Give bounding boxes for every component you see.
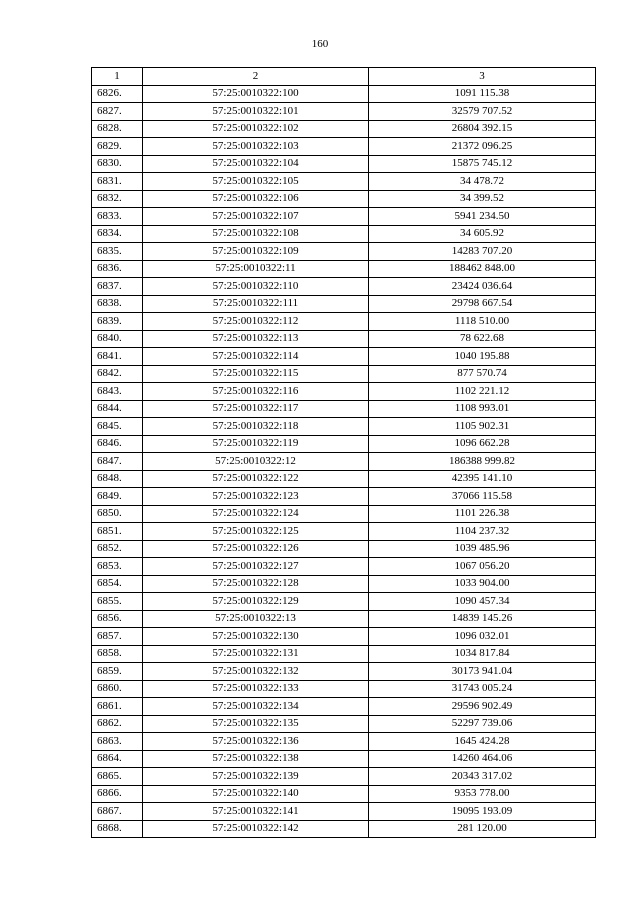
cadastral-number-cell: 57:25:0010322:100 (143, 85, 369, 103)
table-row (92, 645, 596, 663)
value-cell: 42395 141.10 (369, 470, 596, 488)
value-cell: 29596 902.49 (369, 698, 596, 716)
table-row (92, 470, 596, 488)
table-row (92, 190, 596, 208)
table-row (92, 733, 596, 751)
row-number-cell: 6828. (92, 120, 143, 138)
value-cell: 1104 237.32 (369, 523, 596, 541)
value-cell: 34 399.52 (369, 190, 596, 208)
value-cell: 19095 193.09 (369, 803, 596, 821)
cadastral-number-cell: 57:25:0010322:110 (143, 278, 369, 296)
row-number-cell: 6866. (92, 785, 143, 803)
value-cell: 1096 032.01 (369, 628, 596, 646)
cadastral-number-cell: 57:25:0010322:124 (143, 505, 369, 523)
value-cell: 281 120.00 (369, 820, 596, 838)
value-cell: 1096 662.28 (369, 435, 596, 453)
table-row (92, 278, 596, 296)
row-number-cell: 6844. (92, 400, 143, 418)
row-number-cell: 6856. (92, 610, 143, 628)
row-number-cell: 6834. (92, 225, 143, 243)
cadastral-number-cell: 57:25:0010322:114 (143, 348, 369, 366)
cadastral-number-cell: 57:25:0010322:129 (143, 593, 369, 611)
table-row (92, 488, 596, 506)
cadastral-number-cell: 57:25:0010322:140 (143, 785, 369, 803)
row-number-cell: 6858. (92, 645, 143, 663)
table-row (92, 225, 596, 243)
cadastral-number-cell: 57:25:0010322:115 (143, 365, 369, 383)
cadastral-number-cell: 57:25:0010322:119 (143, 435, 369, 453)
value-cell: 1108 993.01 (369, 400, 596, 418)
row-number-cell: 6833. (92, 208, 143, 226)
value-cell: 37066 115.58 (369, 488, 596, 506)
row-number-cell: 6831. (92, 173, 143, 191)
cadastral-number-cell: 57:25:0010322:13 (143, 610, 369, 628)
row-number-cell: 6842. (92, 365, 143, 383)
value-cell: 9353 778.00 (369, 785, 596, 803)
cadastral-number-cell: 57:25:0010322:111 (143, 295, 369, 313)
column-header: 1 (92, 68, 143, 86)
row-number-cell: 6845. (92, 418, 143, 436)
cadastral-number-cell: 57:25:0010322:122 (143, 470, 369, 488)
row-number-cell: 6827. (92, 103, 143, 121)
table-row (92, 435, 596, 453)
page-number: 160 (311, 38, 329, 50)
cadastral-number-cell: 57:25:0010322:142 (143, 820, 369, 838)
value-cell: 1105 902.31 (369, 418, 596, 436)
cadastral-number-cell: 57:25:0010322:139 (143, 768, 369, 786)
table-row (92, 295, 596, 313)
value-cell: 21372 096.25 (369, 138, 596, 156)
table-row (92, 138, 596, 156)
table-row (92, 103, 596, 121)
row-number-cell: 6839. (92, 313, 143, 331)
cadastral-number-cell: 57:25:0010322:130 (143, 628, 369, 646)
value-cell: 1101 226.38 (369, 505, 596, 523)
value-cell: 34 478.72 (369, 173, 596, 191)
table-row (92, 505, 596, 523)
value-cell: 1067 056.20 (369, 558, 596, 576)
value-cell: 30173 941.04 (369, 663, 596, 681)
table-row (92, 558, 596, 576)
value-cell: 14839 145.26 (369, 610, 596, 628)
cadastral-number-cell: 57:25:0010322:131 (143, 645, 369, 663)
cadastral-number-cell: 57:25:0010322:108 (143, 225, 369, 243)
row-number-cell: 6865. (92, 768, 143, 786)
cadastral-number-cell: 57:25:0010322:107 (143, 208, 369, 226)
cadastral-number-cell: 57:25:0010322:135 (143, 715, 369, 733)
cadastral-number-cell: 57:25:0010322:126 (143, 540, 369, 558)
cadastral-number-cell: 57:25:0010322:102 (143, 120, 369, 138)
table-row (92, 610, 596, 628)
table-row (92, 120, 596, 138)
cadastral-number-cell: 57:25:0010322:118 (143, 418, 369, 436)
row-number-cell: 6868. (92, 820, 143, 838)
value-cell: 1033 904.00 (369, 575, 596, 593)
table-row (92, 820, 596, 838)
cadastral-number-cell: 57:25:0010322:132 (143, 663, 369, 681)
cadastral-number-cell: 57:25:0010322:117 (143, 400, 369, 418)
value-cell: 877 570.74 (369, 365, 596, 383)
row-number-cell: 6861. (92, 698, 143, 716)
value-cell: 1645 424.28 (369, 733, 596, 751)
cadastral-number-cell: 57:25:0010322:109 (143, 243, 369, 261)
table-row (92, 523, 596, 541)
table-row (92, 365, 596, 383)
row-number-cell: 6853. (92, 558, 143, 576)
table-row (92, 575, 596, 593)
table-row (92, 85, 596, 103)
row-number-cell: 6846. (92, 435, 143, 453)
cadastral-number-cell: 57:25:0010322:113 (143, 330, 369, 348)
table-row (92, 680, 596, 698)
row-number-cell: 6852. (92, 540, 143, 558)
row-number-cell: 6830. (92, 155, 143, 173)
table-row (92, 313, 596, 331)
cadastral-number-cell: 57:25:0010322:101 (143, 103, 369, 121)
row-number-cell: 6855. (92, 593, 143, 611)
row-number-cell: 6857. (92, 628, 143, 646)
row-number-cell: 6836. (92, 260, 143, 278)
table-row (92, 540, 596, 558)
cadastral-number-cell: 57:25:0010322:11 (143, 260, 369, 278)
cadastral-number-cell: 57:25:0010322:133 (143, 680, 369, 698)
value-cell: 78 622.68 (369, 330, 596, 348)
value-cell: 26804 392.15 (369, 120, 596, 138)
cadastral-number-cell: 57:25:0010322:141 (143, 803, 369, 821)
value-cell: 23424 036.64 (369, 278, 596, 296)
table-row (92, 698, 596, 716)
value-cell: 14283 707.20 (369, 243, 596, 261)
row-number-cell: 6832. (92, 190, 143, 208)
value-cell: 1040 195.88 (369, 348, 596, 366)
value-cell: 1090 457.34 (369, 593, 596, 611)
table-header-row (92, 68, 596, 86)
row-number-cell: 6829. (92, 138, 143, 156)
table-row (92, 715, 596, 733)
value-cell: 1039 485.96 (369, 540, 596, 558)
value-cell: 20343 317.02 (369, 768, 596, 786)
table-row (92, 348, 596, 366)
value-cell: 1102 221.12 (369, 383, 596, 401)
row-number-cell: 6850. (92, 505, 143, 523)
table-row (92, 418, 596, 436)
table-row (92, 628, 596, 646)
cadastral-number-cell: 57:25:0010322:104 (143, 155, 369, 173)
value-cell: 29798 667.54 (369, 295, 596, 313)
cadastral-number-cell: 57:25:0010322:105 (143, 173, 369, 191)
value-cell: 34 605.92 (369, 225, 596, 243)
cadastral-number-cell: 57:25:0010322:128 (143, 575, 369, 593)
cadastral-number-cell: 57:25:0010322:125 (143, 523, 369, 541)
table-row (92, 383, 596, 401)
value-cell: 31743 005.24 (369, 680, 596, 698)
column-header: 3 (369, 68, 596, 86)
row-number-cell: 6847. (92, 453, 143, 471)
table-row (92, 453, 596, 471)
row-number-cell: 6860. (92, 680, 143, 698)
column-header: 2 (143, 68, 369, 86)
data-table (91, 67, 596, 838)
cadastral-number-cell: 57:25:0010322:134 (143, 698, 369, 716)
table-row (92, 803, 596, 821)
value-cell: 14260 464.06 (369, 750, 596, 768)
row-number-cell: 6826. (92, 85, 143, 103)
table-row (92, 155, 596, 173)
cadastral-number-cell: 57:25:0010322:116 (143, 383, 369, 401)
value-cell: 1034 817.84 (369, 645, 596, 663)
value-cell: 32579 707.52 (369, 103, 596, 121)
value-cell: 188462 848.00 (369, 260, 596, 278)
cadastral-number-cell: 57:25:0010322:112 (143, 313, 369, 331)
cadastral-number-cell: 57:25:0010322:138 (143, 750, 369, 768)
cadastral-number-cell: 57:25:0010322:123 (143, 488, 369, 506)
table-row (92, 208, 596, 226)
cadastral-number-cell: 57:25:0010322:12 (143, 453, 369, 471)
value-cell: 186388 999.82 (369, 453, 596, 471)
row-number-cell: 6867. (92, 803, 143, 821)
value-cell: 15875 745.12 (369, 155, 596, 173)
table-row (92, 785, 596, 803)
table-row (92, 260, 596, 278)
table-row (92, 750, 596, 768)
table-row (92, 400, 596, 418)
row-number-cell: 6864. (92, 750, 143, 768)
table-row (92, 663, 596, 681)
table-row (92, 330, 596, 348)
row-number-cell: 6862. (92, 715, 143, 733)
table-body (92, 85, 596, 838)
cadastral-number-cell: 57:25:0010322:127 (143, 558, 369, 576)
cadastral-number-cell: 57:25:0010322:136 (143, 733, 369, 751)
row-number-cell: 6851. (92, 523, 143, 541)
table-row (92, 768, 596, 786)
cadastral-number-cell: 57:25:0010322:103 (143, 138, 369, 156)
row-number-cell: 6863. (92, 733, 143, 751)
value-cell: 5941 234.50 (369, 208, 596, 226)
row-number-cell: 6838. (92, 295, 143, 313)
cadastral-number-cell: 57:25:0010322:106 (143, 190, 369, 208)
row-number-cell: 6841. (92, 348, 143, 366)
row-number-cell: 6848. (92, 470, 143, 488)
row-number-cell: 6840. (92, 330, 143, 348)
row-number-cell: 6849. (92, 488, 143, 506)
row-number-cell: 6837. (92, 278, 143, 296)
row-number-cell: 6854. (92, 575, 143, 593)
row-number-cell: 6859. (92, 663, 143, 681)
row-number-cell: 6843. (92, 383, 143, 401)
row-number-cell: 6835. (92, 243, 143, 261)
value-cell: 1118 510.00 (369, 313, 596, 331)
table-row (92, 173, 596, 191)
value-cell: 1091 115.38 (369, 85, 596, 103)
table-row (92, 593, 596, 611)
value-cell: 52297 739.06 (369, 715, 596, 733)
table-row (92, 243, 596, 261)
